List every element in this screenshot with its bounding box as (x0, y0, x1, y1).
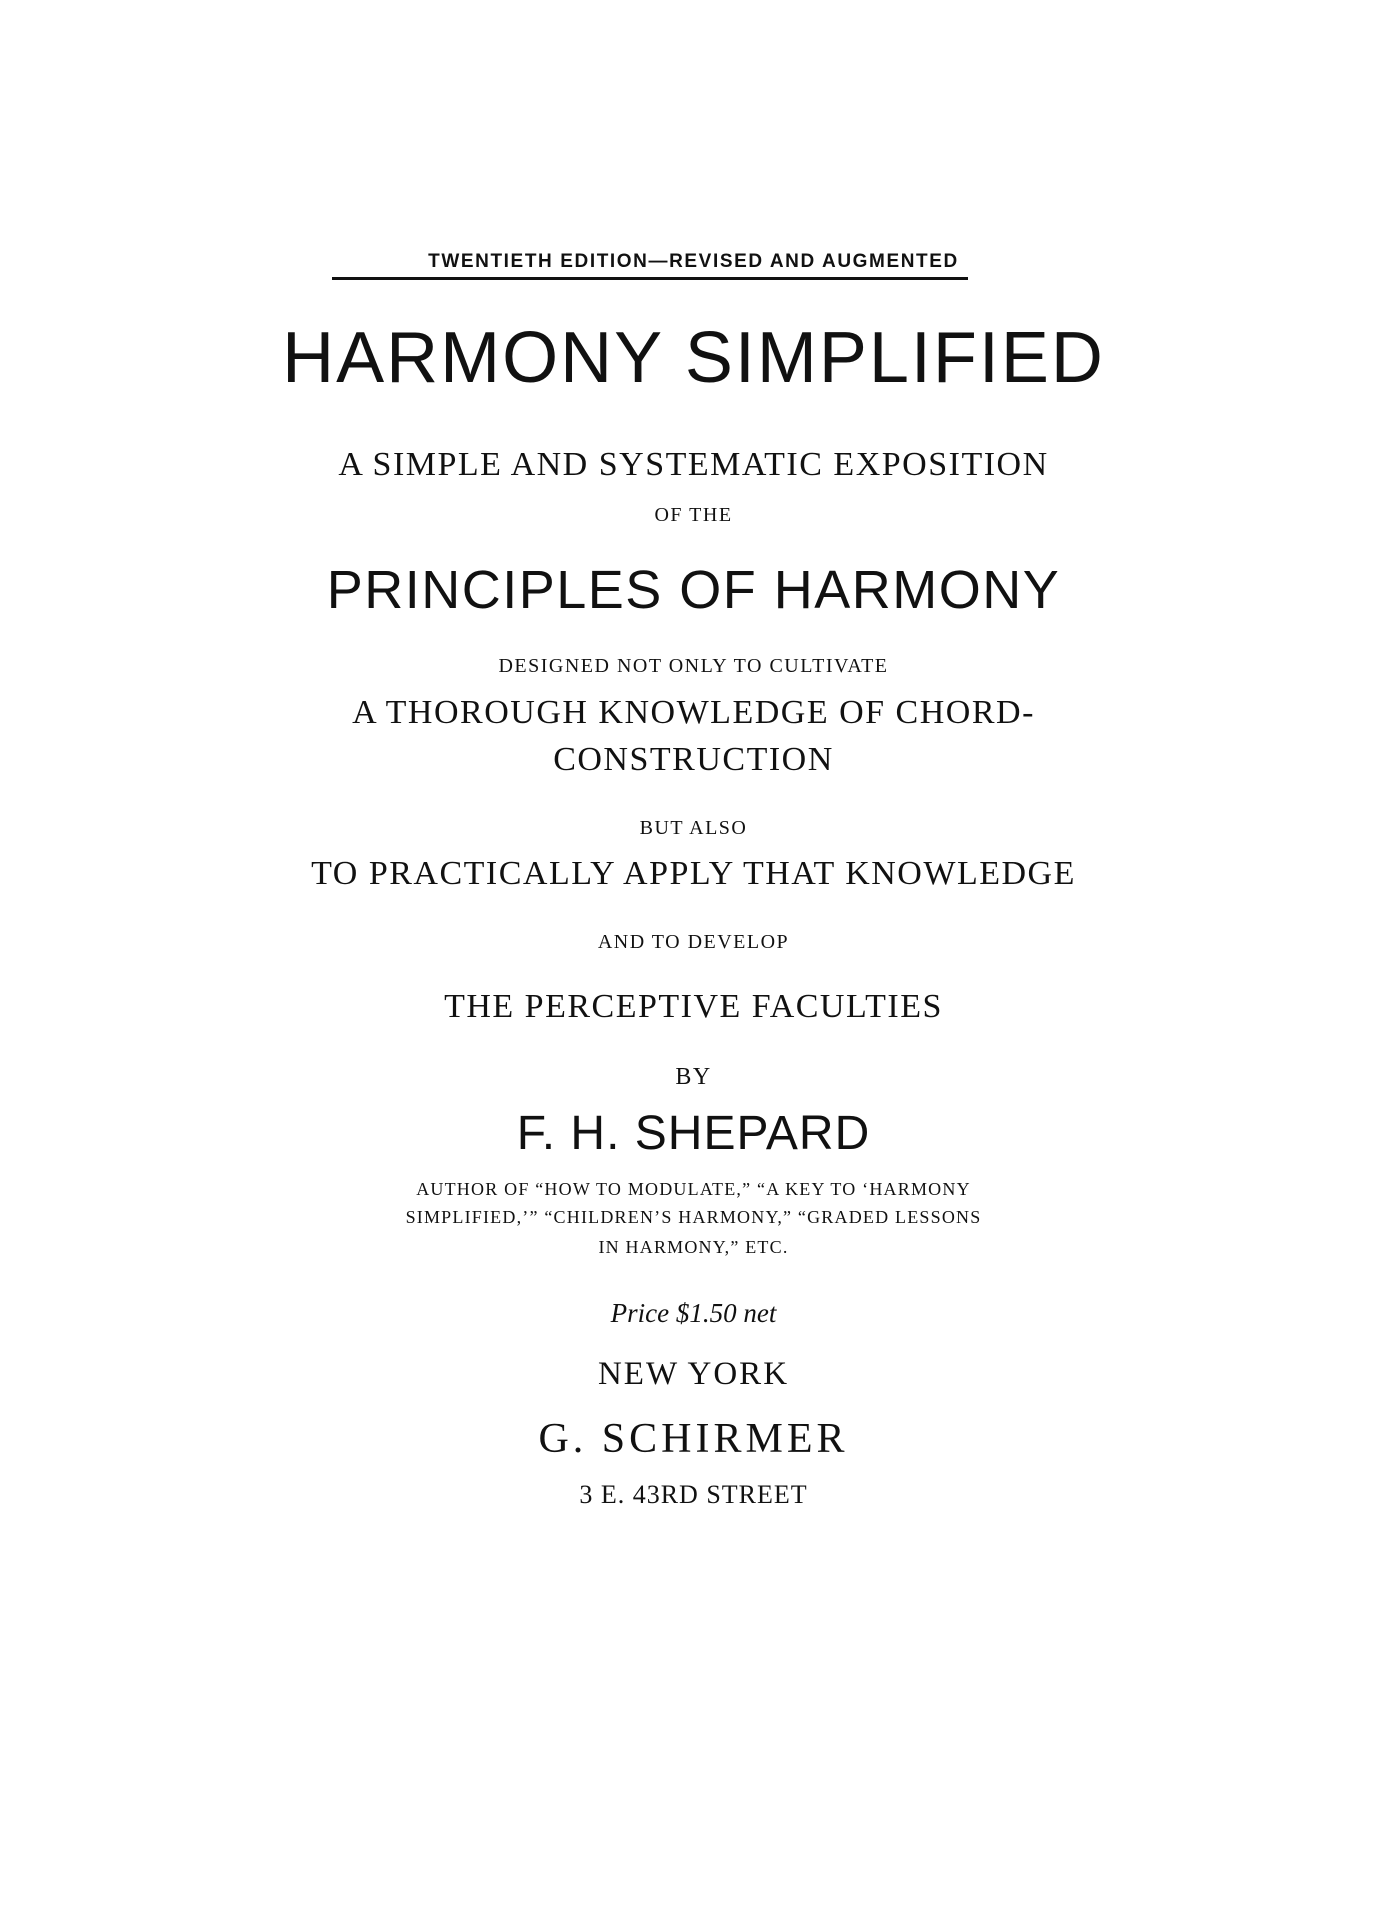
book-title: HARMONY SIMPLIFIED (282, 318, 1105, 398)
author-name: F. H. SHEPARD (516, 1107, 871, 1160)
publisher-address: 3 E. 43RD STREET (579, 1480, 808, 1509)
apply-line: TO PRACTICALLY APPLY THAT KNOWLEDGE (311, 855, 1076, 892)
price: Price $1.50 net (610, 1298, 777, 1328)
subtitle-line: A SIMPLE AND SYSTEMATIC EXPOSITION (338, 446, 1049, 483)
but-also: BUT ALSO (639, 817, 748, 839)
other-works-line-2: SIMPLIFIED,’” “CHILDREN’S HARMONY,” “GRADED LESSONS (405, 1207, 982, 1227)
other-works-line-3: IN HARMONY,” ETC. (598, 1237, 789, 1257)
publisher: G. SCHIRMER (538, 1416, 849, 1462)
edition-statement: TWENTIETH EDITION—REVISED AND AUGMENTED (428, 251, 959, 272)
and-develop: AND TO DEVELOP (597, 931, 790, 953)
faculties-line: THE PERCEPTIVE FACULTIES (444, 988, 943, 1025)
city: NEW YORK (597, 1356, 790, 1392)
subtitle-of-the: OF THE (654, 504, 733, 526)
designed-line-2: CONSTRUCTION (553, 741, 834, 778)
other-works-line-1: AUTHOR OF “HOW TO MODULATE,” “A KEY TO ‘HARMONY (416, 1179, 971, 1199)
by-line: BY (675, 1064, 712, 1090)
subtitle-main: PRINCIPLES OF HARMONY (326, 560, 1061, 620)
designed-line-1: A THOROUGH KNOWLEDGE OF CHORD- (352, 694, 1035, 731)
designed-intro: DESIGNED NOT ONLY TO CULTIVATE (498, 655, 889, 677)
edition-underline (332, 277, 968, 280)
